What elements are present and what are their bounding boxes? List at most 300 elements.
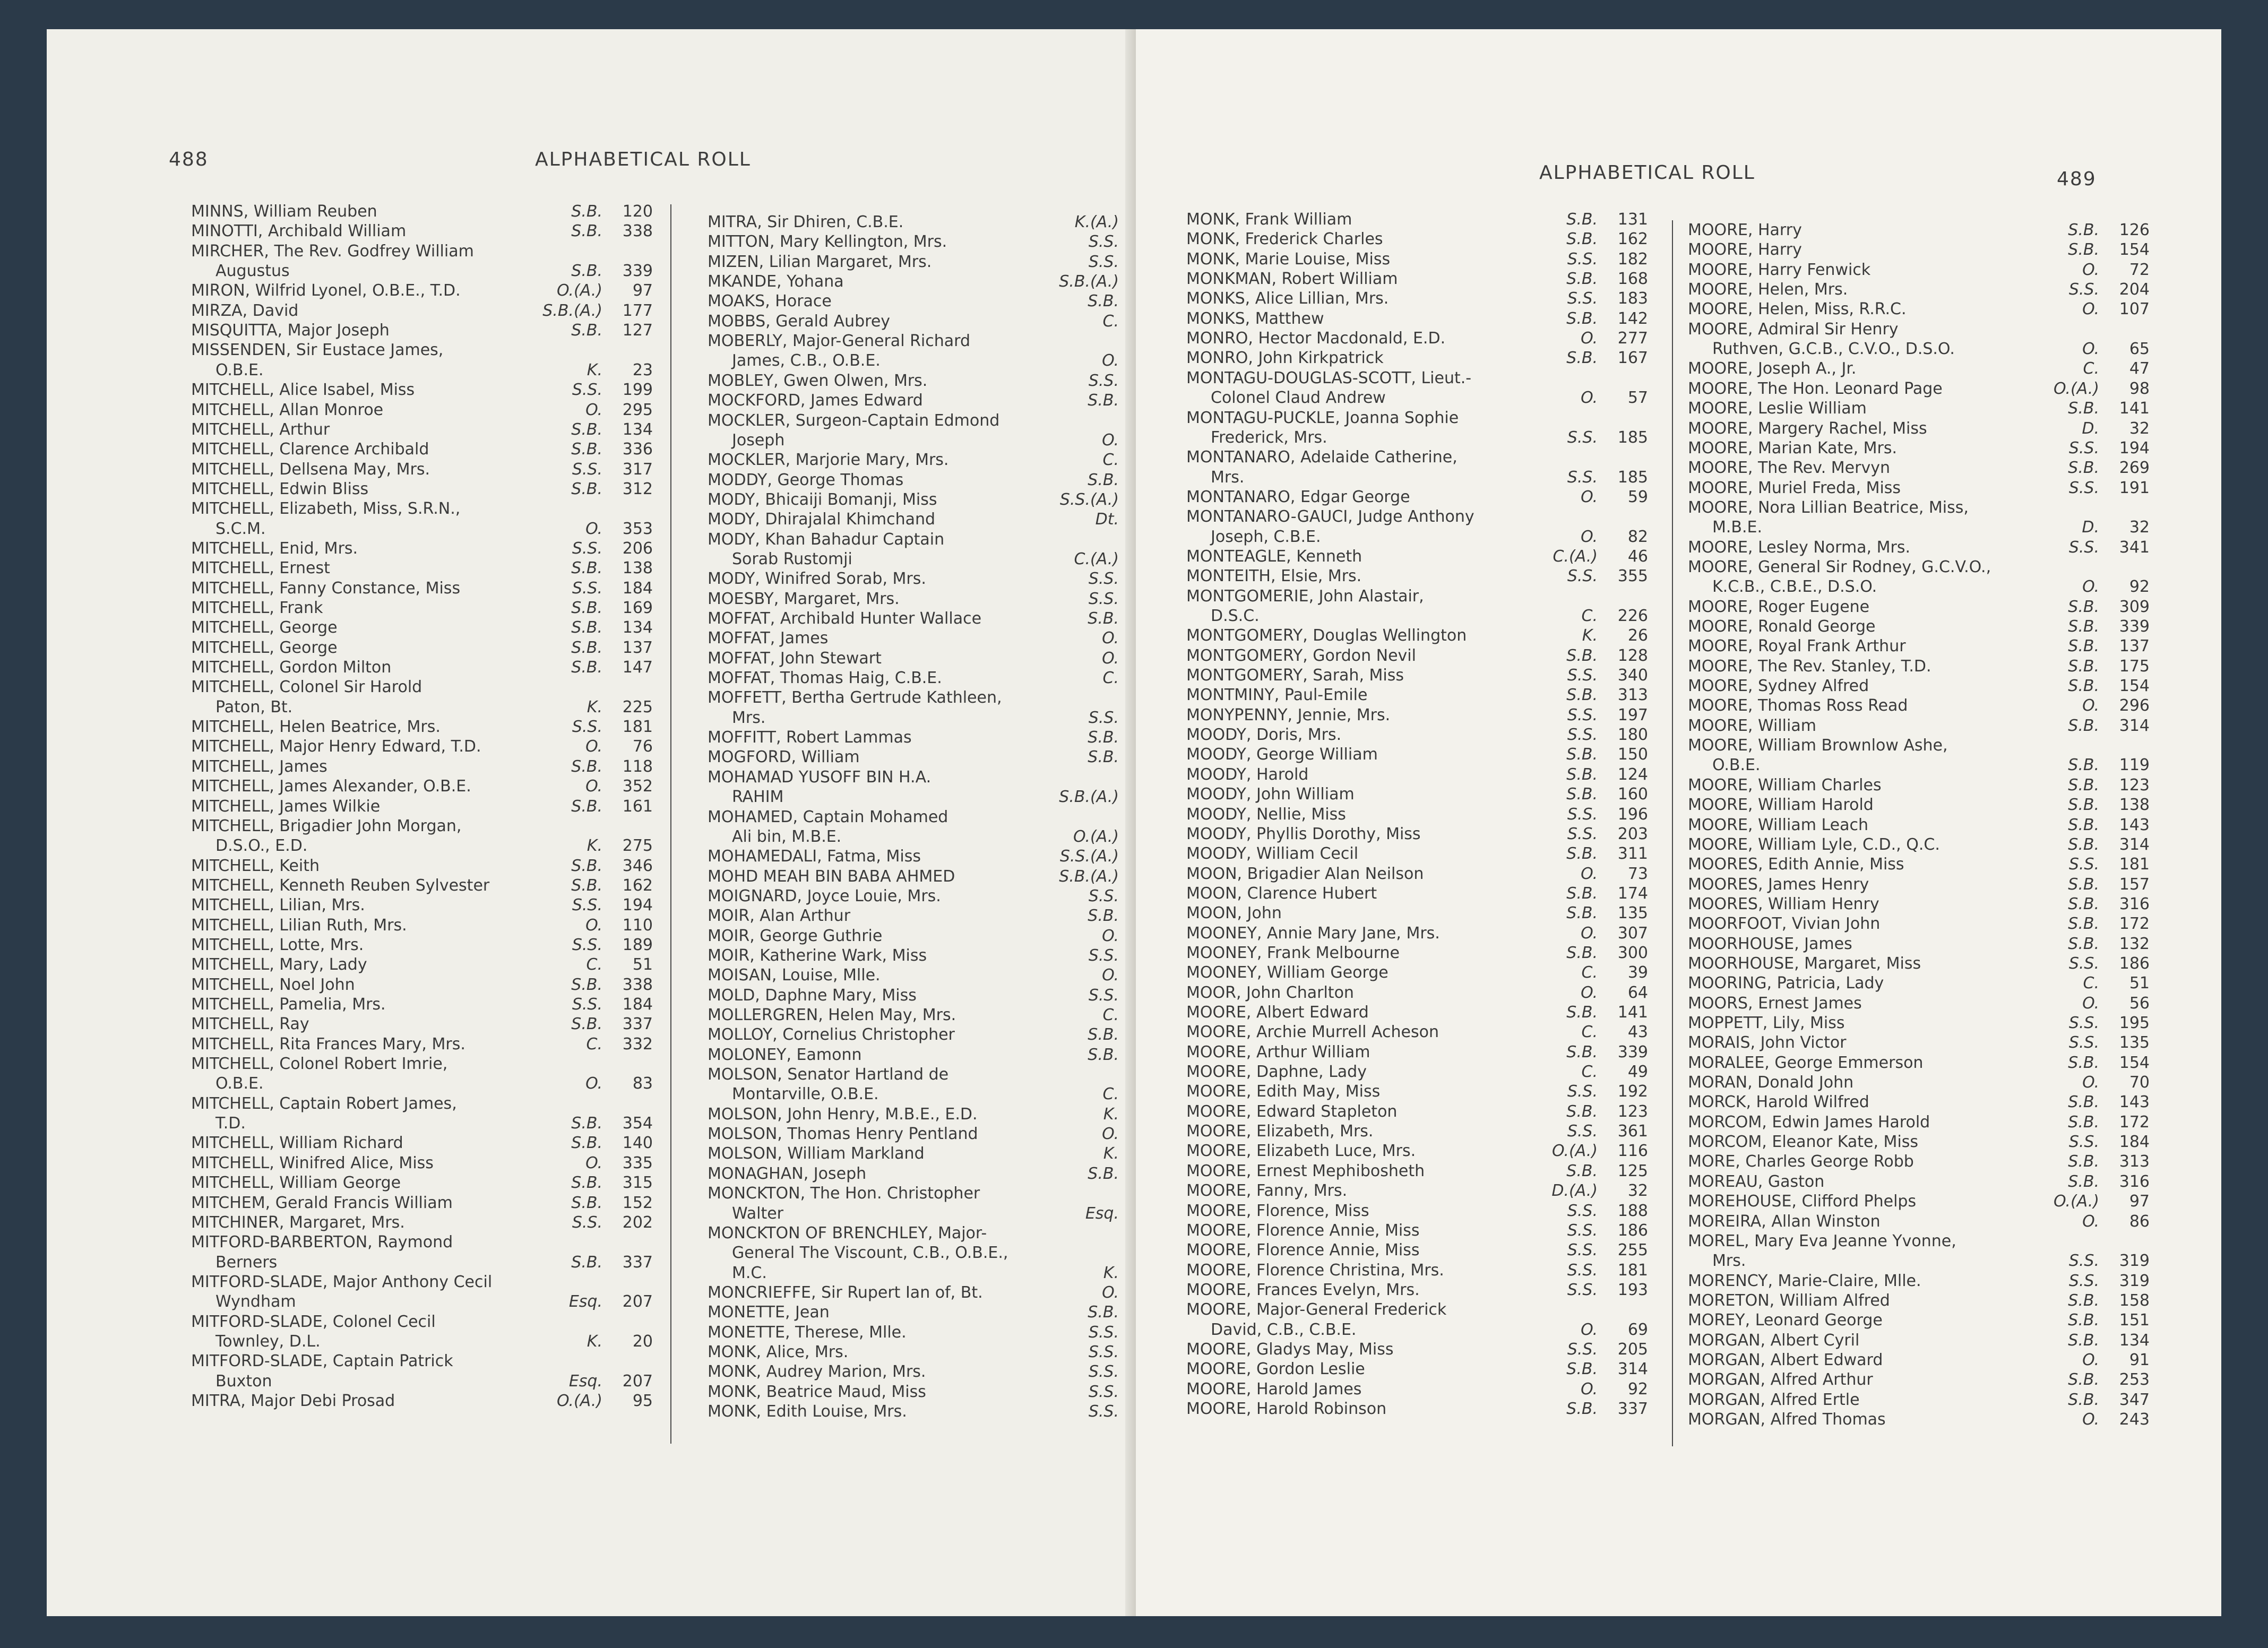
column-rule — [1672, 220, 1673, 1446]
entry-name: MOODY, William Cecil — [1186, 844, 1359, 864]
entry-class: S.B. — [2068, 716, 2099, 735]
entry-name: MOORES, James Henry — [1688, 875, 1869, 894]
entry-class: O. — [585, 777, 602, 796]
entry-class: S.S. — [1567, 428, 1598, 447]
entry-name: MOORES, Edith Annie, Miss — [1688, 855, 1904, 874]
entry-page-ref: 128 — [1617, 646, 1648, 665]
entry-name: MONTEITH, Elsie, Mrs. — [1186, 567, 1362, 586]
entry-class: O. — [2082, 260, 2099, 279]
entry-class: K. — [587, 697, 602, 717]
entry-class: O. — [1581, 924, 1598, 943]
entry-class: S.B. — [571, 876, 602, 895]
entry-class: K. — [587, 1332, 602, 1351]
entry-name: MITCHELL, William Richard — [191, 1134, 403, 1153]
entry-class: K. — [1103, 1105, 1119, 1124]
roll-entry — [708, 510, 1169, 529]
entry-name: MOORE, Edith May, Miss — [1186, 1082, 1381, 1101]
entry-class: C. — [2083, 359, 2099, 378]
roll-entry — [191, 658, 653, 677]
entry-name: MINOTTI, Archibald William — [191, 222, 407, 241]
entry-class: S.B. — [1566, 349, 1598, 368]
entry-class: O.(A.) — [1073, 827, 1119, 846]
entry-page-ref: 186 — [1617, 1221, 1648, 1240]
entry-class: O. — [585, 916, 602, 935]
entry-class: S.B. — [1088, 292, 1119, 311]
entry-name: MONCRIEFFE, Sir Rupert Ian of, Bt. — [708, 1283, 983, 1302]
entry-name: MODY, Dhirajalal Khimchand — [708, 510, 936, 529]
entry-page-ref: 337 — [622, 1253, 653, 1272]
roll-entry — [708, 965, 1169, 985]
entry-name: MOON, Clarence Hubert — [1186, 884, 1377, 903]
entry-class: S.S. — [1567, 1082, 1598, 1101]
entry-name: MOOR, John Charlton — [1186, 983, 1354, 1002]
entry-name: MIZEN, Lilian Margaret, Mrs. — [708, 252, 932, 271]
roll-entry — [1186, 229, 1648, 249]
entry-class: S.B. — [2068, 1331, 2099, 1350]
entry-class: O. — [2082, 1410, 2099, 1429]
entry-page-ref: 126 — [2119, 221, 2150, 239]
roll-entry — [1688, 994, 2150, 1013]
entry-name: MOORE, Margery Rachel, Miss — [1688, 419, 1927, 438]
entry-page-ref: 339 — [1617, 1042, 1648, 1062]
entry-page-ref: 51 — [2129, 974, 2150, 993]
roll-entry — [708, 649, 1169, 668]
entry-class: C.(A.) — [1553, 547, 1598, 566]
entry-name: David, C.B., C.B.E. — [1211, 1320, 1357, 1339]
entry-page-ref: 116 — [1617, 1142, 1648, 1161]
entry-class: K. — [1582, 626, 1598, 645]
roll-entry — [1688, 1013, 2150, 1033]
entry-page-ref: 97 — [632, 281, 653, 300]
entry-name: MOCKFORD, James Edward — [708, 391, 923, 410]
entry-name: MOFFETT, Bertha Gertrude Kathleen, — [708, 688, 1002, 707]
entry-page-ref: 151 — [2119, 1311, 2150, 1330]
roll-entry — [1688, 1291, 2150, 1310]
entry-name: MOAKS, Horace — [708, 292, 832, 311]
entry-page-ref: 47 — [2129, 359, 2150, 378]
entry-name: MORCK, Harold Wilfred — [1688, 1093, 1869, 1112]
roll-entry — [708, 906, 1169, 926]
entry-class: O. — [1581, 864, 1598, 883]
roll-entry — [1688, 478, 2150, 498]
entry-page-ref: 125 — [1617, 1161, 1648, 1180]
entry-class: S.B. — [571, 440, 602, 459]
entry-page-ref: 73 — [1627, 864, 1648, 883]
entry-page-ref: 92 — [2129, 577, 2150, 597]
roll-entry — [1186, 329, 1648, 348]
entry-name: MITCHINER, Margaret, Mrs. — [191, 1213, 405, 1232]
entry-class: S.B. — [571, 856, 602, 875]
entry-name: M.B.E. — [1712, 518, 1763, 537]
entry-page-ref: 193 — [1617, 1280, 1648, 1299]
roll-entry — [708, 628, 1169, 648]
roll-entry — [708, 847, 1169, 866]
roll-entry — [708, 411, 1169, 430]
roll-entry — [1186, 1201, 1648, 1221]
entry-page-ref: 296 — [2119, 696, 2150, 715]
entry-class: S.S. — [2068, 1033, 2099, 1052]
roll-entry — [1186, 428, 1648, 447]
roll-entry — [191, 400, 653, 420]
roll-entry — [1186, 1121, 1648, 1141]
entry-name: MITCHELL, Fanny Constance, Miss — [191, 579, 461, 598]
entry-name: MOORE, Roger Eugene — [1688, 597, 1870, 616]
entry-name: MITCHELL, Helen Beatrice, Mrs. — [191, 718, 441, 737]
entry-class: C. — [1102, 669, 1119, 688]
entry-page-ref: 338 — [622, 975, 653, 994]
entry-class: S.B. — [571, 757, 602, 776]
entry-class: S.B. — [1566, 745, 1598, 764]
roll-entry — [708, 490, 1169, 510]
entry-class: S.S. — [2068, 1133, 2099, 1152]
entry-name: T.D. — [215, 1114, 246, 1133]
entry-page-ref: 51 — [632, 955, 653, 974]
roll-entry — [1688, 1033, 2150, 1052]
roll-entry — [1688, 1231, 2150, 1251]
entry-page-ref: 91 — [2129, 1350, 2150, 1369]
roll-entry — [708, 787, 1169, 807]
roll-entry — [1688, 280, 2150, 299]
roll-entry — [708, 1025, 1169, 1045]
entry-name: MODY, Khan Bahadur Captain — [708, 530, 945, 549]
roll-entry — [708, 569, 1169, 589]
entry-name: MORGAN, Alfred Ertle — [1688, 1390, 1860, 1409]
entry-class: S.B. — [1088, 748, 1119, 767]
roll-entry — [191, 1292, 653, 1312]
entry-class: O. — [1102, 649, 1119, 668]
entry-class: C. — [2083, 974, 2099, 993]
entry-class: O. — [2082, 1212, 2099, 1231]
entry-page-ref: 147 — [622, 658, 653, 677]
entry-class: S.S. — [2068, 954, 2099, 973]
entry-page-ref: 175 — [2119, 657, 2150, 676]
entry-class: O. — [1581, 329, 1598, 348]
entry-class: S.B. — [571, 321, 602, 340]
entry-name: MORCOM, Edwin James Harold — [1688, 1112, 1930, 1132]
roll-entry — [1186, 1379, 1648, 1399]
entry-name: MONAGHAN, Joseph — [708, 1164, 867, 1183]
entry-name: MODDY, George Thomas — [708, 470, 904, 489]
entry-name: MOIR, Alan Arthur — [708, 907, 851, 926]
entry-class: S.B. — [2068, 617, 2099, 636]
entry-class: S.S. — [1567, 705, 1598, 724]
roll-entry — [1186, 943, 1648, 963]
entry-page-ref: 65 — [2129, 340, 2150, 359]
roll-entry — [1186, 1003, 1648, 1022]
roll-entry — [191, 916, 653, 935]
roll-entry — [1688, 875, 2150, 894]
roll-entry — [1186, 963, 1648, 982]
roll-entry — [1186, 507, 1648, 527]
entry-class: C. — [1102, 451, 1119, 470]
entry-class: O.(A.) — [557, 1392, 602, 1410]
entry-name: MITCHELL, Major Henry Edward, T.D. — [191, 737, 481, 756]
roll-entry — [708, 450, 1169, 470]
entry-name: MONCKTON, The Hon. Christopher — [708, 1184, 980, 1203]
entry-class: S.S. — [2068, 855, 2099, 874]
roll-entry — [1688, 557, 2150, 577]
entry-name: MOORE, Harold Robinson — [1186, 1400, 1387, 1418]
entry-page-ref: 196 — [1617, 805, 1648, 824]
roll-entry — [708, 1144, 1169, 1163]
roll-entry — [191, 1153, 653, 1173]
entry-page-ref: 339 — [622, 262, 653, 281]
entry-name: MONKS, Alice Lillian, Mrs. — [1186, 289, 1389, 308]
entry-page-ref: 162 — [622, 876, 653, 895]
roll-entry — [708, 232, 1169, 252]
entry-name: Paton, Bt. — [215, 697, 293, 717]
entry-class: S.B. — [2068, 914, 2099, 934]
entry-page-ref: 39 — [1627, 963, 1648, 982]
entry-name: MOORE, Gladys May, Miss — [1186, 1340, 1394, 1359]
entry-name: MODY, Bhicaiji Bomanji, Miss — [708, 490, 937, 509]
entry-name: MOORE, Admiral Sir Henry — [1688, 320, 1899, 339]
entry-page-ref: 183 — [1617, 289, 1648, 308]
roll-entry — [191, 439, 653, 459]
entry-page-ref: 184 — [622, 579, 653, 598]
roll-entry — [1186, 210, 1648, 229]
roll-entry — [191, 202, 653, 221]
entry-page-ref: 180 — [1617, 726, 1648, 745]
entry-class: O. — [2082, 1073, 2099, 1092]
entry-name: MITCHELL, Arthur — [191, 420, 330, 439]
entry-class: S.B. — [1088, 391, 1119, 410]
entry-name: MOHAMAD YUSOFF BIN H.A. — [708, 767, 932, 787]
roll-entry — [191, 1371, 653, 1391]
entry-page-ref: 69 — [1627, 1320, 1648, 1339]
entry-name: MOHAMEDALI, Fatma, Miss — [708, 847, 921, 866]
entry-name: MITRA, Sir Dhiren, C.B.E. — [708, 213, 904, 231]
entry-name: MOORFOOT, Vivian John — [1688, 914, 1881, 934]
roll-entry — [708, 747, 1169, 767]
entry-name: MITFORD-BARBERTON, Raymond — [191, 1233, 453, 1252]
entry-page-ref: 311 — [1617, 844, 1648, 864]
entry-name: Joseph, C.B.E. — [1211, 527, 1321, 546]
entry-class: S.B. — [1088, 728, 1119, 747]
entry-class: C. — [1581, 1063, 1598, 1082]
roll-entry — [1688, 617, 2150, 636]
roll-entry — [708, 1005, 1169, 1025]
roll-entry — [708, 1243, 1169, 1263]
entry-class: C. — [1581, 1023, 1598, 1042]
entry-class: O. — [2082, 1350, 2099, 1369]
roll-entry — [1186, 447, 1648, 467]
entry-class: S.B. — [2068, 677, 2099, 696]
entry-name: MOORE, Nora Lillian Beatrice, Miss, — [1688, 498, 1969, 517]
entry-page-ref: 160 — [1617, 785, 1648, 804]
entry-name: MOORE, Florence Annie, Miss — [1186, 1221, 1420, 1240]
entry-name: MITCHELL, Gordon Milton — [191, 658, 392, 677]
roll-entry — [1688, 1350, 2150, 1370]
entry-class: S.B. — [2068, 1311, 2099, 1330]
roll-entry — [191, 618, 653, 637]
entry-class: S.B. — [571, 1174, 602, 1193]
roll-entry — [1688, 1092, 2150, 1112]
roll-entry — [708, 807, 1169, 827]
entry-name: MINNS, William Reuben — [191, 202, 377, 221]
roll-entry — [1186, 725, 1648, 745]
entry-name: MITCHELL, James Wilkie — [191, 797, 381, 816]
entry-name: MORGAN, Alfred Arthur — [1688, 1370, 1873, 1390]
entry-name: MOORE, Harry — [1688, 221, 1802, 239]
roll-entry — [1688, 676, 2150, 696]
roll-entry — [1688, 1152, 2150, 1171]
roll-entry — [1186, 586, 1648, 606]
roll-entry — [191, 1173, 653, 1193]
entry-class: O. — [2082, 696, 2099, 715]
roll-entry — [191, 638, 653, 658]
entry-class: S.B. — [2068, 459, 2099, 478]
entry-name: MITCHELL, Keith — [191, 856, 320, 875]
entry-class: S.S. — [1567, 289, 1598, 308]
entry-class: S.S. — [572, 718, 602, 737]
entry-class: S.B. — [2068, 240, 2099, 260]
entry-name: MOORE, Major-General Frederick — [1186, 1300, 1447, 1319]
roll-entry — [191, 895, 653, 915]
entry-page-ref: 295 — [622, 400, 653, 419]
entry-name: MOORE, The Rev. Mervyn — [1688, 459, 1890, 478]
entry-name: D.S.C. — [1211, 607, 1260, 625]
entry-name: MITCHELL, Lilian Ruth, Mrs. — [191, 916, 407, 935]
entry-page-ref: 346 — [622, 856, 653, 875]
roll-entry — [191, 558, 653, 578]
entry-class: K. — [587, 836, 602, 856]
roll-entry — [1688, 438, 2150, 458]
entry-name: MITCHEM, Gerald Francis William — [191, 1193, 453, 1212]
entry-class: S.S. — [2068, 478, 2099, 497]
roll-entry — [1688, 260, 2150, 280]
roll-entry — [1688, 1053, 2150, 1073]
entry-class: Esq. — [568, 1371, 602, 1391]
roll-entry — [708, 926, 1169, 946]
entry-page-ref: 352 — [622, 777, 653, 796]
entry-class: C. — [1102, 1085, 1119, 1104]
entry-name: MOIR, Katherine Wark, Miss — [708, 946, 927, 965]
entry-page-ref: 46 — [1627, 547, 1648, 566]
entry-class: S.B. — [571, 479, 602, 498]
entry-name: MITTON, Mary Kellington, Mrs. — [708, 232, 947, 252]
roll-entry — [1688, 855, 2150, 874]
roll-entry — [191, 420, 653, 439]
entry-class: S.B. — [1566, 943, 1598, 962]
entry-name: MITRA, Major Debi Prosad — [191, 1392, 395, 1410]
roll-entry — [191, 241, 653, 261]
roll-entry — [191, 1133, 653, 1153]
entry-name: MONKMAN, Robert William — [1186, 270, 1398, 289]
entry-name: MITCHELL, Rita Frances Mary, Mrs. — [191, 1034, 465, 1054]
roll-entry — [1186, 1399, 1648, 1419]
roll-entry — [191, 321, 653, 340]
roll-entry — [191, 757, 653, 776]
entry-name: MONTANARO, Edgar George — [1186, 487, 1410, 506]
roll-entry — [1688, 973, 2150, 993]
roll-entry — [1688, 1251, 2150, 1271]
roll-entry — [708, 886, 1169, 906]
entry-class: S.B. — [1088, 1303, 1119, 1322]
entry-class: S.B. — [1566, 1042, 1598, 1062]
entry-page-ref: 355 — [1617, 567, 1648, 586]
roll-entry — [1186, 1181, 1648, 1201]
entry-page-ref: 316 — [2119, 1172, 2150, 1191]
entry-name: MONTEAGLE, Kenneth — [1186, 547, 1362, 566]
roll-entry — [1688, 1370, 2150, 1390]
entry-class: S.B. — [571, 638, 602, 657]
roll-entry — [708, 530, 1169, 549]
entry-name: MOORE, Ernest Mephibosheth — [1186, 1161, 1425, 1180]
roll-entry — [191, 261, 653, 281]
entry-class: S.S. — [1567, 824, 1598, 843]
roll-entry — [1688, 498, 2150, 517]
entry-name: MORGAN, Alfred Thomas — [1688, 1410, 1886, 1429]
roll-entry — [1186, 1062, 1648, 1082]
roll-entry — [708, 688, 1169, 707]
entry-page-ref: 23 — [632, 360, 653, 379]
entry-page-ref: 57 — [1627, 389, 1648, 408]
roll-entry — [708, 212, 1169, 232]
roll-entry — [1688, 716, 2150, 736]
entry-class: S.B. — [1566, 230, 1598, 249]
roll-entry — [1688, 636, 2150, 656]
roll-entry — [708, 1342, 1169, 1362]
entry-class: S.B. — [2068, 796, 2099, 815]
entry-page-ref: 181 — [2119, 855, 2150, 874]
roll-entry — [708, 986, 1169, 1005]
entry-page-ref: 143 — [2119, 815, 2150, 834]
entry-page-ref: 76 — [632, 737, 653, 756]
roll-entry — [1688, 657, 2150, 676]
entry-page-ref: 354 — [622, 1114, 653, 1133]
entry-name: MORCOM, Eleanor Kate, Miss — [1688, 1133, 1919, 1152]
roll-entry — [708, 549, 1169, 569]
entry-name: MOFFAT, Archibald Hunter Wallace — [708, 609, 982, 628]
entry-page-ref: 26 — [1627, 626, 1648, 645]
entry-class: S.S. — [572, 579, 602, 598]
entry-class: O. — [1102, 629, 1119, 648]
roll-entry — [191, 1213, 653, 1232]
entry-name: MOORE, Sydney Alfred — [1688, 677, 1869, 696]
entry-class: O.(A.) — [1552, 1142, 1598, 1161]
entry-class: O. — [1581, 487, 1598, 506]
entry-page-ref: 314 — [2119, 716, 2150, 735]
entry-name: Joseph — [732, 430, 785, 450]
entry-name: MITCHELL, Colonel Robert Imrie, — [191, 1055, 448, 1074]
entry-page-ref: 86 — [2129, 1212, 2150, 1231]
roll-entry — [1186, 1102, 1648, 1121]
roll-entry — [708, 1402, 1169, 1421]
entry-name: MONETTE, Jean — [708, 1303, 830, 1322]
roll-entry — [1186, 1082, 1648, 1101]
entry-page-ref: 59 — [1627, 487, 1648, 506]
entry-name: MOREL, Mary Eva Jeanne Yvonne, — [1688, 1231, 1956, 1250]
entry-name: MITCHELL, Edwin Bliss — [191, 479, 369, 498]
roll-entry — [708, 470, 1169, 490]
column-rule — [670, 204, 671, 1444]
entry-name: Ali bin, M.B.E. — [732, 827, 842, 846]
roll-entry — [1186, 765, 1648, 784]
roll-entry — [191, 598, 653, 618]
entry-class: S.B. — [1566, 1102, 1598, 1121]
entry-page-ref: 314 — [1617, 1360, 1648, 1379]
entry-name: MOFFAT, John Stewart — [708, 649, 882, 668]
entry-page-ref: 70 — [2129, 1073, 2150, 1092]
entry-name: MONKS, Matthew — [1186, 309, 1324, 328]
entry-page-ref: 197 — [1617, 705, 1648, 724]
entry-name: MONK, Marie Louise, Miss — [1186, 249, 1391, 269]
entry-class: O. — [1581, 983, 1598, 1002]
roll-entry — [708, 371, 1169, 391]
entry-name: MOHD MEAH BIN BABA AHMED — [708, 867, 955, 886]
entry-class: O. — [585, 519, 602, 538]
